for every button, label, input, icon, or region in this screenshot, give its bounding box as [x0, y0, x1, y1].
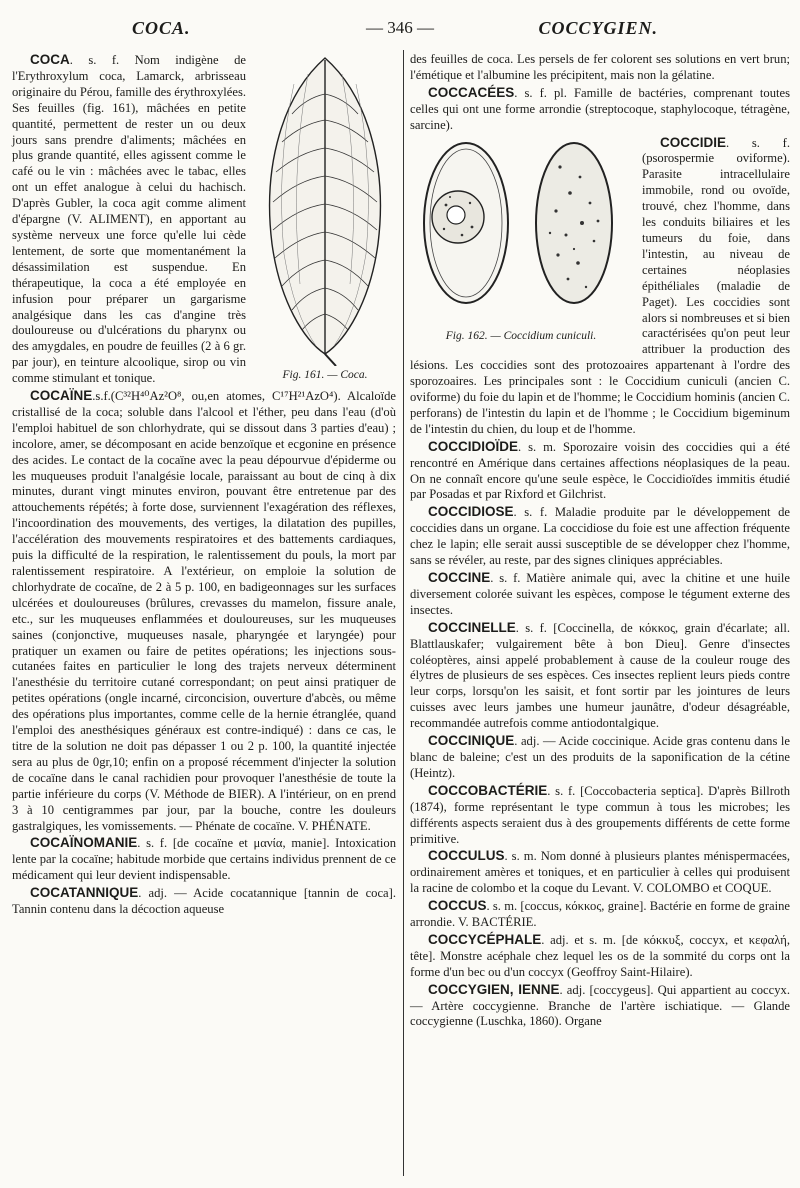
entry-coccidioide	[410, 439, 790, 504]
entry-coccidiose	[410, 504, 790, 569]
headword: COCAÏNE	[30, 388, 93, 404]
entry-continuation	[410, 52, 790, 84]
headword: COCCYGIEN, IENNE	[428, 981, 560, 997]
figure-coca-leaf	[254, 54, 396, 384]
entry-coccycephale	[410, 932, 790, 981]
entry-cocainomanie	[12, 835, 396, 884]
entry-text: . s. f. [Coccinella, de κόκκος, grain d'écarlate; all. Blattlauskafer; vulgairement bête à bon Dieu]. Genre d'insectes coléoptères, ainsi appelé probablement à cause de la couleur rouge des élytres de plusieurs de ses espèces. Ces insectes replient leurs pieds contre leur corps, lorsqu'on les saisit, et font sortir par les jointures de leurs cuisses avec leurs jambes une humeur jaunâtre, d'odeur désagréable, recommandée autrefois comme antiodontalgique.	[410, 620, 790, 731]
entry-text: . s. f. [Coccobacteria septica]. D'après Billroth (1874), forme représentant le type commun à tous les microbes; les différents aspects seraient dus à des groupements différents de cette forme primitive.	[410, 783, 790, 846]
headword: COCCIDIOSE	[428, 504, 514, 520]
entry-text: . s. f. [de cocaïne et μανία, manie]. Intoxication lente par la cocaïne; habitude morbide que certains individus prennent de ce médicament qui leur devient indispensable.	[12, 836, 396, 883]
left-column	[12, 52, 396, 1178]
entry-text: . adj. — Acide cocatannique [tannin de coca]. Tannin contenu dans la décoction aqueuse	[12, 886, 396, 917]
entry-text: des feuilles de coca. Les persels de fer colorent ses solutions en vert brun; l'émétique et l'albumine les précipitent, mais non la gélatine.	[410, 52, 790, 82]
running-header	[14, 18, 786, 44]
headword: COCCINE	[428, 570, 491, 585]
entry-coccinique	[410, 733, 790, 782]
entry-coccine	[410, 570, 790, 619]
headword: COCCIDIE	[660, 134, 727, 150]
page-number: — 346 —	[366, 18, 434, 37]
entry-cocaine	[12, 388, 396, 834]
figure-162-caption: Fig. 162. — Coccidium cuniculi.	[445, 329, 597, 342]
headword: COCCINELLE	[428, 619, 516, 635]
entry-text: . adj. [coccygeus]. Qui appartient au coccyx. — Artère coccygienne. Branche de l'artère ischiatique. — Glande coccygienne (Luschka, 1860). Organe	[410, 982, 790, 1029]
entry-text: . s. f. Nom indigène de l'Erythroxylum coca, Lamarck, arbrisseau originaire du Pérou, famille des érythroxylées. Ses feuilles (fig. 161), mâchées en petite quantité, permettent de rester un ou deux jours sans prendre d'aliments; mâchées en plus grande quantité, elles agissent comme le café ou le vin : mâchées avec le tabac, elles ont un effet analogue à celui du hachisch. D'après Gubler, la coca agit comme aliment d'épargne (V. ALIMENT), en apportant au système nerveux une force qu'elle lui cède lentement, de sorte que momentanément la désassimilation est suspendue. En thérapeutique, la coca a été employée en infusion pour préparer un gargarisme analgésique dans les cas d'angine très douloureuse ou d'ulcérations du pharynx ou des amygdales, en poudre de feuilles (2 à 6 gr. par jour), en teinture alcoolique, sirop ou vin comme stimulant et tonique.	[12, 53, 246, 386]
entry-text: . s. m. Nom donné à plusieurs plantes ménispermacées, ordinairement amères et toniques, et en particulier à celles qui produisent la racine de colombo et la coque du Levant. V. COLOMBO et COQUE.	[410, 849, 790, 896]
headword: COCCIDIOÏDE	[428, 438, 519, 454]
header-left-word: COCA.	[132, 18, 191, 38]
entry-coccus	[410, 898, 790, 931]
coccidium-illustration	[410, 137, 632, 327]
entry-cocatannique	[12, 885, 396, 918]
entry-cocculus	[410, 848, 790, 897]
figure-coccidium	[410, 137, 632, 345]
entry-coccacees	[410, 85, 790, 134]
entry-text: . s. f. Maladie produite par le développement de coccidies dans un organe. La coccidiose du foie est une affection fréquente chez le lapin; elle serait aussi susceptible de se développer chez l'homme, sans se révéler, au reste, par des signes cliniques appréciables.	[410, 505, 790, 568]
headword: COCCULUS	[428, 848, 505, 864]
entry-text: .s.f.(C³²H⁴⁰Az²O⁸, ou,en atomes, C¹⁷H²¹AzO⁴). Alcaloïde cristallisé de la coca; soluble dans l'alcool et l'éther, peu dans l'eau (d'où l'emploi habituel de son chlorhydrate, qui se dissout dans 3 parties d'eau) ; incolore, amer, se décomposant en acide benzoïque et ecgonine en présence des acides. Le contact de la cocaïne avec la peau dépourvue d'épiderme ou les muqueuses produit l'analgésie locale, paraissant au bout de cinq à dix minutes, durant vingt minutes environ, pouvant être entretenue par des attouchements répétés; à forte dose, surviennent l'exagération des réflexes, l'incoordination des mouvements, des vertiges, la dilatation des pupilles, l'accélération des mouvements respiratoires et des battements cardiaques, puis la difficulté de la respiration, le ralentissement du pouls, la mort par ralentissement respiratoire. A l'extérieur, on emploie la solution de chlorhydrate de cocaïne, de 2 à 5 p. 100, en badigeonnages sur les surfaces ulcérées et douloureuses (brûlures, crevasses du mamelon, fissure anale, etc., sur les muqueuses enflammées et douloureuses, sur les muqueuses saines (conjonctive, muqueuses nasale, pharyngée et laryngée) pour pratiquer un examen ou faire de petites opérations; les injections sous-cutanées faites en particulier le long des trajets nerveux déterminent l'anesthésie du territoire cutané correspondant; on peut ainsi pratiquer de petites opérations (ongle incarné, circoncision, ouverture d'abcès, ou même des opérations plus importantes, comme celle de la hernie étranglée, quand l'emploi des anesthésiques généraux est contre-indiqué) : dans ce cas, le titre de la solution ne doit pas dépasser 1 ou 2 p. 100, la quantité injectée sera au plus de 0gr,10; enfin on a proposé récemment d'injecter la solution de cocaïne dans le canal rachidien pour provoquer l'anesthésie de toute la partie inférieure du corps (V. Méthode de BIER). A l'intérieur, on en prend 3 à 10 centigrammes par jour, par la bouche, contre les douleurs gastralgiques, les vomissements. — Phénate de cocaïne. V. PHÉNATE.	[12, 389, 396, 833]
headword: COCCOBACTÉRIE	[428, 782, 548, 798]
headword: COCCUS	[428, 898, 487, 914]
entry-text: . adj. — Acide coccinique. Acide gras contenu dans le blanc de baleine; c'est un des produits de la saponification de la cétine (Heintz).	[410, 734, 790, 780]
entry-coccobacterie	[410, 783, 790, 848]
entry-text: . adj. et s. m. [de κόκκυξ, coccyx, et κεφαλή, tête]. Monstre acéphale chez lequel les os de la sommité du corps ont la forme d'un bec ou d'un coccyx (Geoffroy Saint-Hilaire).	[410, 932, 790, 979]
headword: COCCYCÉPHALE	[428, 931, 542, 947]
headword: COCAÏNOMANIE	[30, 835, 138, 851]
entry-coccygien	[410, 982, 790, 1031]
column-divider	[403, 50, 404, 1176]
entry-text: . s. f. Matière animale qui, avec la chitine et une huile diversement colorée suivant les espèces, compose le tégument externe des insectes.	[410, 571, 790, 617]
coca-leaf-illustration	[254, 54, 396, 366]
entry-coccinelle	[410, 620, 790, 732]
entry-text: . s. m. Sporozaire voisin des coccidies qui a été rencontré en Amérique dans certaines affections néoplasiques de la peau. On ne connaît encore qu'une seule espèce, le Coccidioïdes immitis étudié par Posadas et par Rixford et Gilchrist.	[410, 439, 790, 502]
entry-text: . s. m. [coccus, κόκκος, graine]. Bactérie en forme de graine arrondie. V. BACTÉRIE.	[410, 899, 790, 930]
headword: COCA	[30, 52, 70, 67]
headword: COCATANNIQUE	[30, 885, 139, 901]
headword: COCCACÉES	[428, 84, 515, 100]
headword: COCCINIQUE	[428, 733, 515, 749]
right-column	[410, 52, 790, 1178]
entry-text: . s. f. (psorospermie oviforme). Parasite intracellulaire immobile, rond ou ovoïde, trouvé, chez l'homme, dans les conduits biliaires et les tumeurs du foie, dans l'intestin, au niveau de certaines néoplasies épithéliales (maladie de Paget). Les coccidies sont alors si nombreuses et si bien caractérisées qu'on peut leur attribuer la production des lésions. Les coccidies sont des protozoaires appartenant à l'ordre des sporozoaires. Les principales sont : le Coccidium cuniculi (ancien C. oviforme) du foie du lapin et de l'homme; le Coccidium hominis (ancien C. perforans) de l'intestin du lapin et de l'homme ; le Coccidium bigeminum de l'intestin du chien, du loup et de l'homme.	[410, 135, 790, 436]
header-right-word: COCCYGIEN.	[538, 18, 658, 38]
entry-text: . s. f. pl. Famille de bactéries, comprenant toutes celles qui ont une forme arrondie (streptocoque, staphylocoque, tétragène, sarcine).	[410, 85, 790, 132]
figure-161-caption: Fig. 161. — Coca.	[282, 369, 368, 381]
